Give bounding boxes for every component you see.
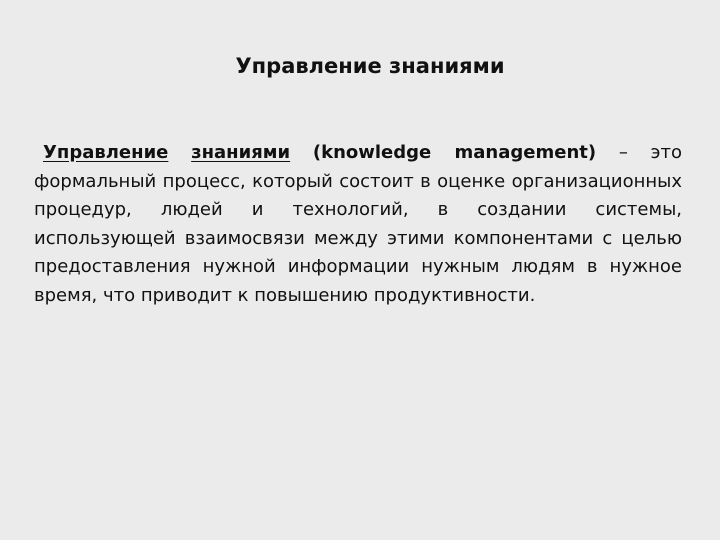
slide-title: Управление знаниями bbox=[235, 54, 505, 78]
term-russian-word-1: Управление bbox=[43, 142, 169, 163]
definition-paragraph bbox=[34, 139, 682, 310]
term-english: (knowledge management) bbox=[312, 142, 597, 163]
definition-text: – это формальный процесс, который состоит в оценке организационных процедур, людей и технологий, в создании системы, использующей взаимосвязи между этими компонентами с целью предоставления нужной информации нужным людям в нужное время, что приводит к повышению продуктивности. bbox=[34, 142, 682, 306]
term-russian-word-2: знаниями bbox=[191, 142, 291, 163]
